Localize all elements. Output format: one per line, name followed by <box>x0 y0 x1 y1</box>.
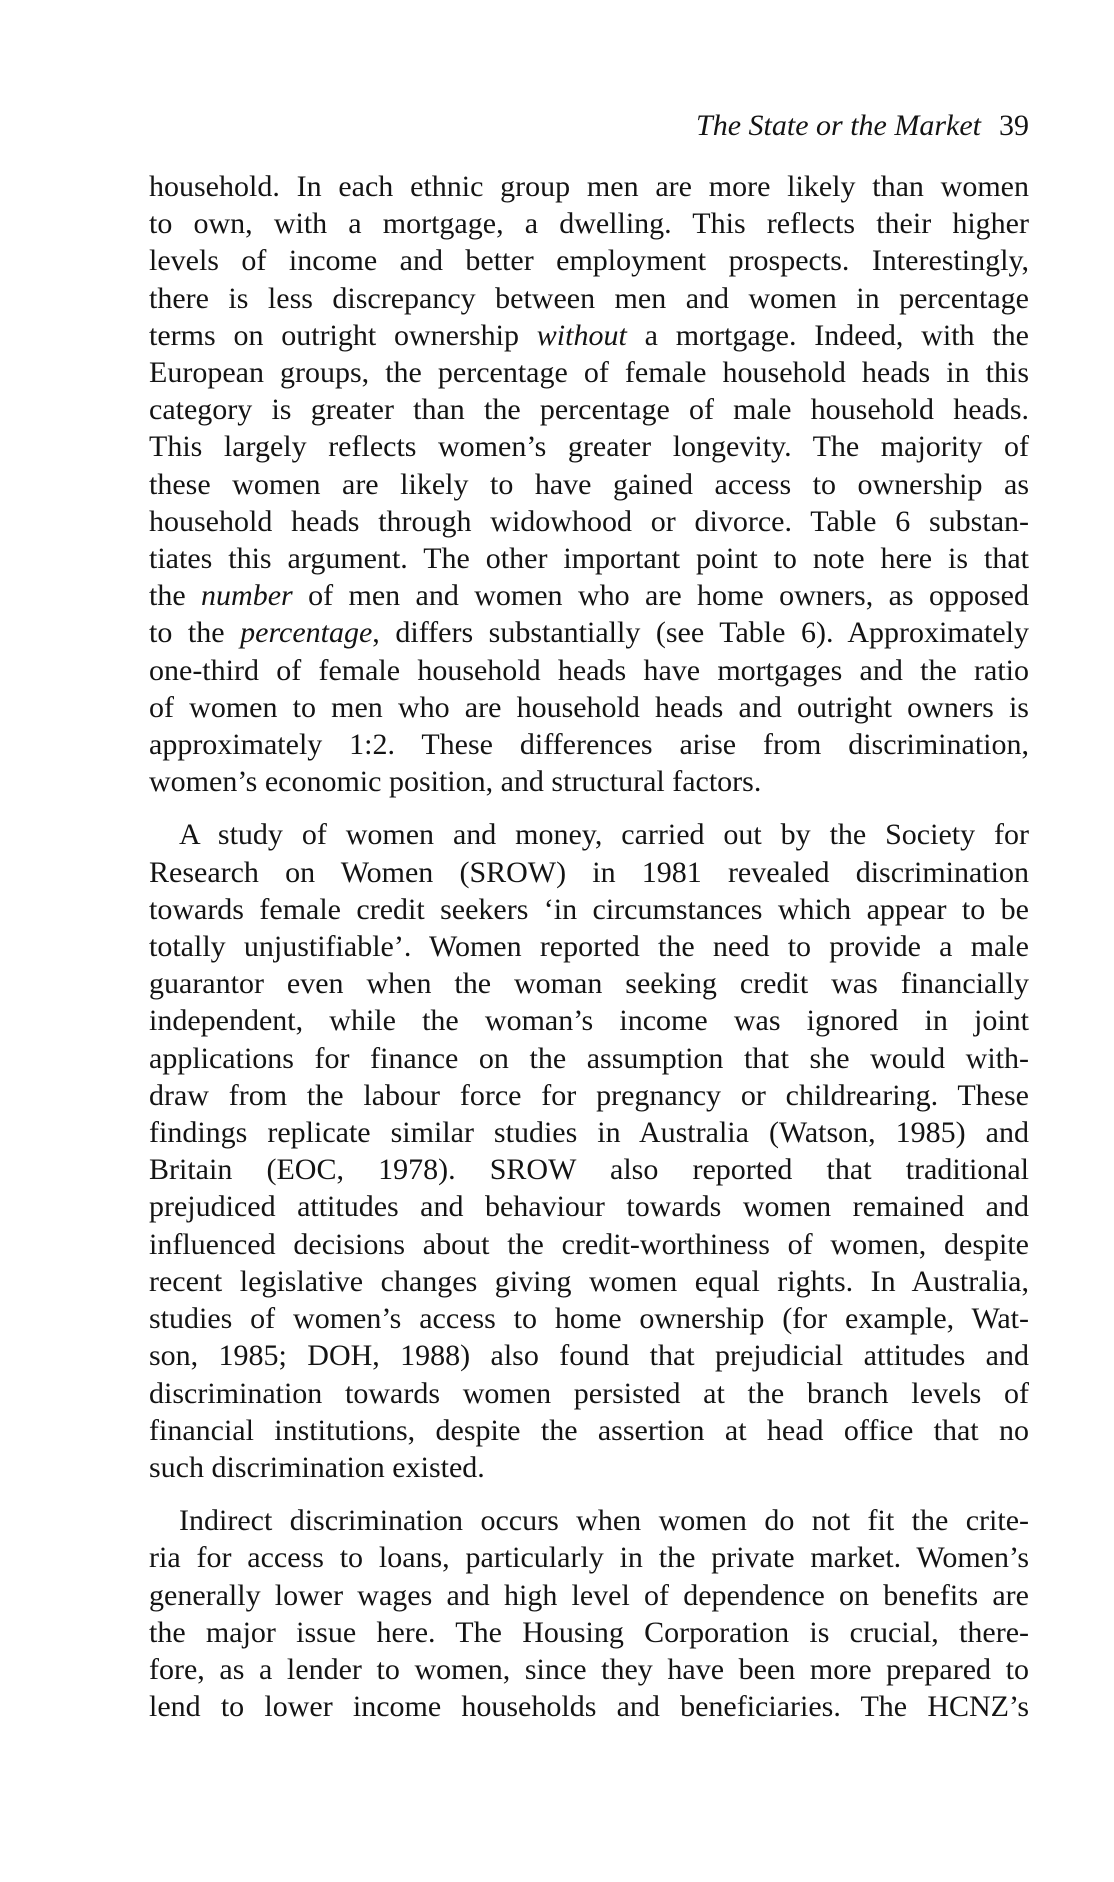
text-line: one-third of female household heads have mortgages and the ratio <box>149 653 1029 687</box>
running-head-title: The State or the Market <box>696 109 981 142</box>
body-text <box>149 168 1029 1725</box>
emphasis: percentage <box>240 616 373 650</box>
text-line: towards female credit seekers ‘in circumstances which appear to be <box>149 892 1029 926</box>
text-line: draw from the labour force for pregnancy or childrearing. These <box>149 1078 1029 1112</box>
text-line: these women are likely to have gained access to ownership as <box>149 467 1029 501</box>
text-line: This largely reflects women’s greater longevity. The majority of <box>149 430 1029 464</box>
text-line: ria for access to loans, particularly in the private market. Women’s <box>149 1541 1029 1575</box>
text-line: terms on outright ownership without a mortgage. Indeed, with the <box>149 318 1029 352</box>
text-line: European groups, the percentage of female household heads in this <box>149 356 1029 390</box>
text-line: generally lower wages and high level of dependence on benefits are <box>149 1578 1029 1612</box>
text-line: the major issue here. The Housing Corporation is crucial, there- <box>149 1615 1029 1649</box>
paragraph-1 <box>149 168 1029 800</box>
text-line: to own, with a mortgage, a dwelling. This reflects their higher <box>149 207 1029 241</box>
text-line: of women to men who are household heads and outright owners is <box>149 690 1029 724</box>
text-line: recent legislative changes giving women equal rights. In Australia, <box>149 1264 1029 1298</box>
text-line: women’s economic position, and structural factors. <box>149 765 762 799</box>
text-line: category is greater than the percentage of male household heads. <box>149 393 1029 427</box>
text-line: influenced decisions about the credit-worthiness of women, despite <box>149 1227 1029 1261</box>
text-line: A study of women and money, carried out by the Society for <box>179 818 1029 852</box>
text-line: guarantor even when the woman seeking credit was financially <box>149 967 1029 1001</box>
text-line: approximately 1:2. These differences arise from discrimination, <box>149 728 1029 762</box>
text-line: totally unjustifiable’. Women reported the need to provide a male <box>149 930 1029 964</box>
text-line: financial institutions, despite the assertion at head office that no <box>149 1413 1029 1447</box>
text-line: to the percentage, differs substantially (see Table 6). Approximately <box>149 616 1029 650</box>
text-line: household heads through widowhood or divorce. Table 6 substan- <box>149 504 1029 538</box>
page-number: 39 <box>999 109 1029 142</box>
text-line: findings replicate similar studies in Australia (Watson, 1985) and <box>149 1116 1029 1150</box>
text-line: studies of women’s access to home ownership (for example, Wat- <box>149 1302 1029 1336</box>
text-line: Indirect discrimination occurs when women do not fit the crite- <box>179 1504 1029 1538</box>
emphasis: number <box>201 579 293 613</box>
text-line: son, 1985; DOH, 1988) also found that prejudicial attitudes and <box>149 1339 1029 1373</box>
text-line: prejudiced attitudes and behaviour towards women remained and <box>149 1190 1029 1224</box>
text-line: lend to lower income households and beneficiaries. The HCNZ’s <box>149 1690 1029 1724</box>
paragraph-3 <box>149 1502 1029 1725</box>
text-line: fore, as a lender to women, since they have been more prepared to <box>149 1652 1029 1686</box>
text-line: levels of income and better employment prospects. Interestingly, <box>149 244 1029 278</box>
text-line: the number of men and women who are home owners, as opposed <box>149 579 1029 613</box>
running-head <box>696 108 1029 144</box>
text-line: there is less discrepancy between men and women in percentage <box>149 281 1029 315</box>
text-line: independent, while the woman’s income was ignored in joint <box>149 1004 1029 1038</box>
text-line: applications for finance on the assumption that she would with- <box>149 1041 1029 1075</box>
text-line: Research on Women (SROW) in 1981 revealed discrimination <box>149 855 1029 889</box>
text-line: household. In each ethnic group men are more likely than women <box>149 170 1029 203</box>
text-line: discrimination towards women persisted at the branch levels of <box>149 1376 1029 1410</box>
text-line: Britain (EOC, 1978). SROW also reported that traditional <box>149 1153 1029 1187</box>
emphasis: without <box>536 318 627 352</box>
paragraph-2 <box>149 816 1029 1486</box>
text-line: such discrimination existed. <box>149 1450 485 1484</box>
text-line: tiates this argument. The other important point to note here is that <box>149 542 1029 576</box>
